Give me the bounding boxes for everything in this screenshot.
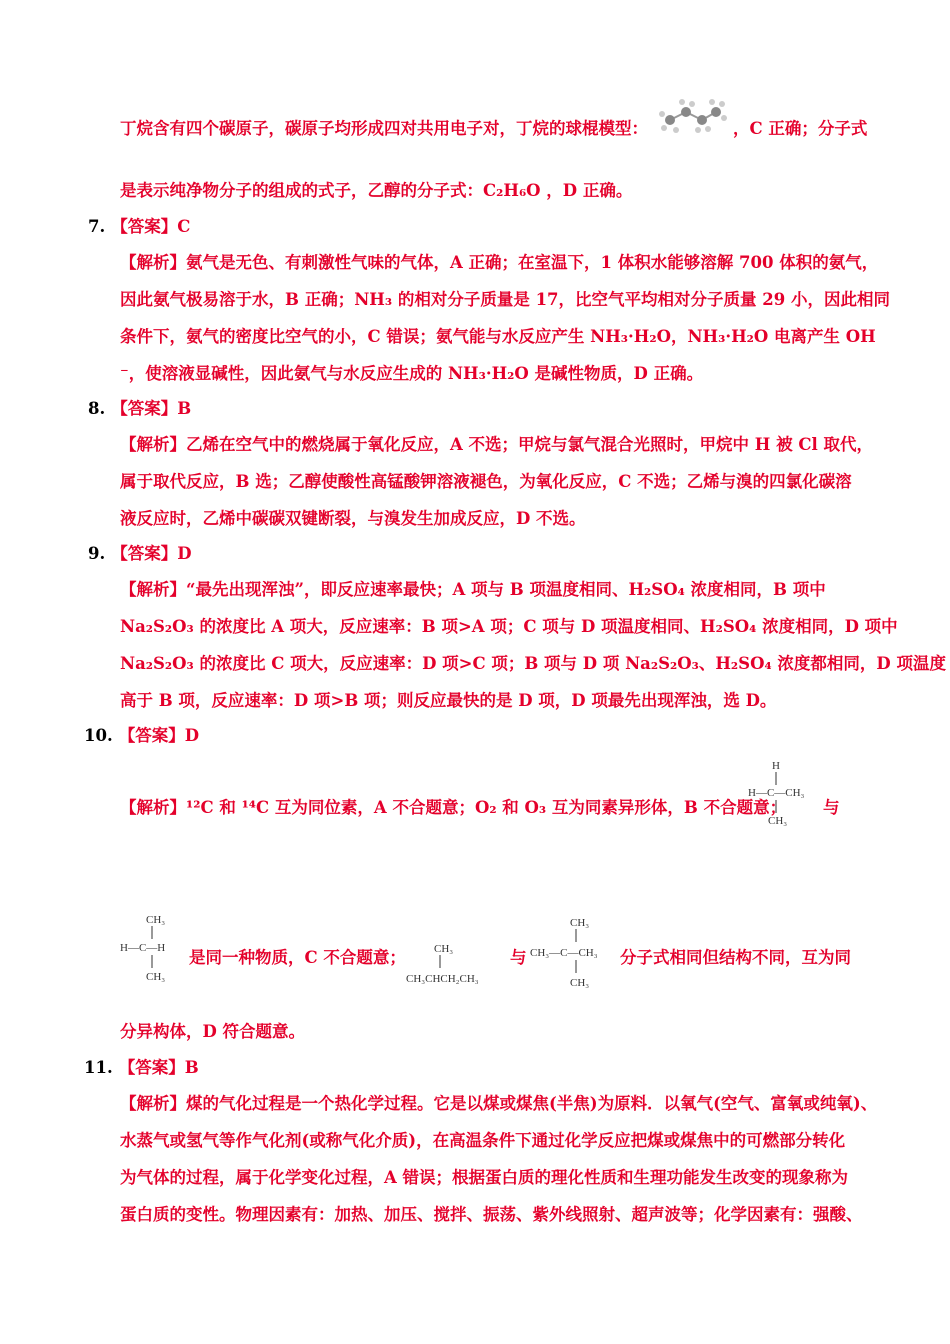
q9-answer: 【答案】D <box>111 544 192 563</box>
q9-line-2: Na₂S₂O₃ 的浓度比 A 项大，反应速率：B 项>A 项；C 项与 D 项温度相同、H₂SO₄ 浓度相同，D 项中 <box>120 617 898 636</box>
struct1-ch3-bottom: CH₃ <box>768 815 788 827</box>
structure-isopentane <box>404 938 514 990</box>
q11-answer: 【答案】B <box>118 1058 199 1077</box>
struct4-ch3-top: CH₃ <box>570 917 590 929</box>
struct4-ch3-bottom: CH₃ <box>570 977 590 989</box>
q6-line-1a: 丁烷含有四个碳原子，碳原子均形成四对共用电子对，丁烷的球棍模型： <box>120 119 648 138</box>
q9-header <box>88 543 192 565</box>
q7-line-1: 【解析】氨气是无色、有刺激性气味的气体，A 正确；在室温下，1 体积水能够溶解 700 体积的氨气， <box>120 253 879 272</box>
q9-line-3: Na₂S₂O₃ 的浓度比 C 项大，反应速率：D 项>C 项；B 项与 D 项 Na₂S₂O₃、H₂SO₄ 浓度都相同，D 项温度 <box>120 654 946 673</box>
q10-line-2a: 是同一种物质，C 不合题意； <box>189 948 406 967</box>
q11-line-1: 【解析】煤的气化过程是一个热化学过程。它是以煤或煤焦(半焦)为原料．以氧气(空气、富氧或纯氧)、 <box>120 1094 878 1113</box>
q7-line-4: ⁻，使溶液显碱性，因此氨气与水反应生成的 NH₃·H₂O 是碱性物质，D 正确。 <box>120 364 704 383</box>
q7-number: 7. <box>88 217 106 236</box>
structure-propane <box>748 758 823 830</box>
q10-header <box>84 725 199 747</box>
struct3-chain: CH₃CHCH₂CH₃ <box>406 973 479 985</box>
struct2-ch3-bottom: CH₃ <box>146 971 166 982</box>
struct1-main: H—C—CH₃ <box>748 787 805 799</box>
q7-line-3: 条件下，氨气的密度比空气的小，C 错误；氨气能与水反应产生 NH₃·H₂O，NH₃·H₂O 电离产生 OH <box>120 327 876 346</box>
q11-line-2: 水蒸气或氢气等作气化剂(或称气化介质)，在高温条件下通过化学反应把煤或煤焦中的可燃部分转化 <box>120 1131 846 1150</box>
q9-line-4: 高于 B 项，反应速率：D 项>B 项；则反应最快的是 D 项，D 项最先出现浑浊，选 D。 <box>120 691 777 710</box>
q8-line-1: 【解析】乙烯在空气中的燃烧属于氧化反应，A 不选；甲烷与氯气混合光照时，甲烷中 H 被 Cl 取代， <box>120 435 874 454</box>
q8-line-3: 液反应时，乙烯中碳碳双键断裂，与溴发生加成反应，D 不选。 <box>120 509 586 528</box>
q10-with-2: 与 <box>510 948 527 967</box>
struct3-ch3-top: CH₃ <box>434 943 454 955</box>
q10-number: 10. <box>84 726 113 745</box>
q10-with-1: 与 <box>823 798 840 817</box>
structure-neopentane <box>530 912 625 992</box>
q11-line-3: 为气体的过程，属于化学变化过程，A 错误；根据蛋白质的理化性质和生理功能发生改变的现象称为 <box>120 1168 849 1187</box>
structure-ethane-vertical <box>120 910 190 982</box>
q8-header <box>88 398 191 420</box>
q10-line-3: 分异构体，D 符合题意。 <box>120 1022 306 1041</box>
struct2-main: H—C—H <box>120 942 166 954</box>
struct4-main: CH₃—C—CH₃ <box>530 947 598 959</box>
struct2-ch3-top: CH₃ <box>146 914 166 926</box>
struct1-h-top: H <box>772 760 780 772</box>
q7-line-2: 因此氨气极易溶于水，B 正确；NH₃ 的相对分子质量是 17，比空气平均相对分子质量 29 小，因此相同 <box>120 290 890 309</box>
q10-line-2b: 分子式相同但结构不同，互为同 <box>620 948 851 967</box>
q11-number: 11. <box>84 1058 113 1077</box>
q6-line-2: 是表示纯净物分子的组成的式子，乙醇的分子式：C₂H₆O ，D 正确。 <box>120 181 633 200</box>
q9-number: 9. <box>88 544 106 563</box>
q10-line-1: 【解析】¹²C 和 ¹⁴C 互为同位素，A 不合题意；O₂ 和 O₃ 互为同素异形体，B 不合题意； <box>120 798 787 817</box>
q7-header <box>88 216 190 238</box>
q11-header <box>84 1057 199 1079</box>
q9-line-1: 【解析】“最先出现浑浊”，即反应速率最快；A 项与 B 项温度相同、H₂SO₄ 浓度相同，B 项中 <box>120 580 826 599</box>
q8-line-2: 属于取代反应，B 选；乙醇使酸性高锰酸钾溶液褪色，为氧化反应，C 不选；乙烯与溴的四氯化碳溶 <box>120 472 852 491</box>
q10-answer: 【答案】D <box>118 726 200 745</box>
q11-line-4: 蛋白质的变性。物理因素有：加热、加压、搅拌、振荡、紫外线照射、超声波等；化学因素有：强酸、 <box>120 1205 863 1224</box>
q8-number: 8. <box>88 399 106 418</box>
q8-answer: 【答案】B <box>111 399 192 418</box>
q7-answer: 【答案】C <box>111 217 191 236</box>
butane-ball-stick-model <box>658 98 728 138</box>
q6-line-1b: ，C 正确；分子式 <box>733 119 868 138</box>
